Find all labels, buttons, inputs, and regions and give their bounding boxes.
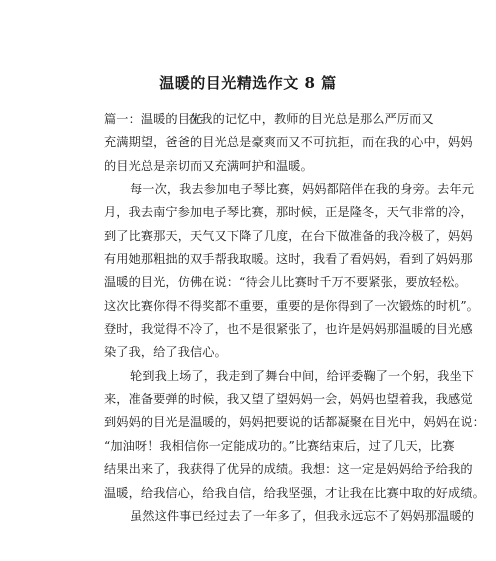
line-text: 结果出来了，我获得了优异的成绩。我想：这一定是妈妈给予给我的: [104, 462, 473, 477]
text-line: [104, 365, 475, 388]
line-text: 登时，我觉得不冷了，也不是很紧张了，也许是妈妈那温暖的目光感: [104, 322, 473, 337]
section-heading: 篇一：温暖的目光: [104, 112, 203, 126]
line-text: 染了我，给了我信心。: [104, 345, 227, 360]
line-text: 这次比赛你得不得奖都不重要，重要的是你得到了一次锻炼的时机”。: [104, 298, 479, 313]
text-line: [104, 108, 434, 131]
line-text: 虽然这件事已经过去了一年多了，但我永远忘不了妈妈那温暖的: [130, 508, 475, 523]
document-body: [104, 108, 485, 528]
document-title: 温暖的目光精选作文 8 篇: [159, 74, 337, 92]
line-text: 在我的记忆中，教师的目光总是那么严厉而又: [188, 112, 434, 126]
line-text: 充满期望，爸爸的目光总是豪爽而又不可抗拒，而在我的心中，妈妈: [104, 135, 473, 150]
text-line: [104, 295, 479, 318]
text-line: [104, 388, 473, 411]
line-text: 温暖，给我信心，给我自信，给我坚强，才让我在比赛中取的好成绩。: [104, 485, 485, 500]
line-text: 到妈妈的目光是温暖的，妈妈把要说的话都凝聚在目光中，妈妈在说：: [104, 415, 485, 430]
line-text: 温暖的目光，仿佛在说：“待会儿比赛时千万不要紧张，要放轻松。: [104, 275, 467, 290]
line-text: “加油呀！我相信你一定能成功的。”比赛结束后，过了几天，比赛: [104, 438, 455, 453]
text-line: [104, 271, 467, 294]
text-line: [104, 435, 455, 458]
text-line: [104, 248, 473, 271]
line-text: 来，准备要弹的时候，我又望了望妈妈一会，妈妈也望着我，我感觉: [104, 392, 473, 407]
line-text: 有用她那粗拙的双手帮我取暖。这时，我看了看妈妈，看到了妈妈那: [104, 252, 473, 267]
text-line: [104, 482, 485, 505]
line-text: 到了比赛那天，天气又下降了几度，在台下做准备的我冷极了，妈妈: [104, 228, 473, 243]
line-text: 月，我去南宁参加电子琴比赛，那时候，正是隆冬，天气非常的冷，: [104, 205, 473, 220]
text-line: [104, 201, 473, 224]
text-line: [104, 411, 485, 434]
text-line: [104, 505, 475, 528]
line-text: 每一次，我去参加电子琴比赛，妈妈都陪伴在我的身旁。去年元: [130, 182, 475, 197]
text-line: [104, 458, 473, 481]
text-line: [104, 341, 420, 364]
text-line: [104, 178, 475, 201]
line-text: 的目光总是亲切而又充满呵护和温暖。: [104, 158, 313, 173]
text-line: [104, 318, 473, 341]
text-line: [104, 155, 420, 178]
text-line: [104, 131, 473, 154]
line-text: 轮到我上场了，我走到了舞台中间，给评委鞠了一个躬，我坐下: [130, 368, 475, 383]
text-line: [104, 225, 473, 248]
